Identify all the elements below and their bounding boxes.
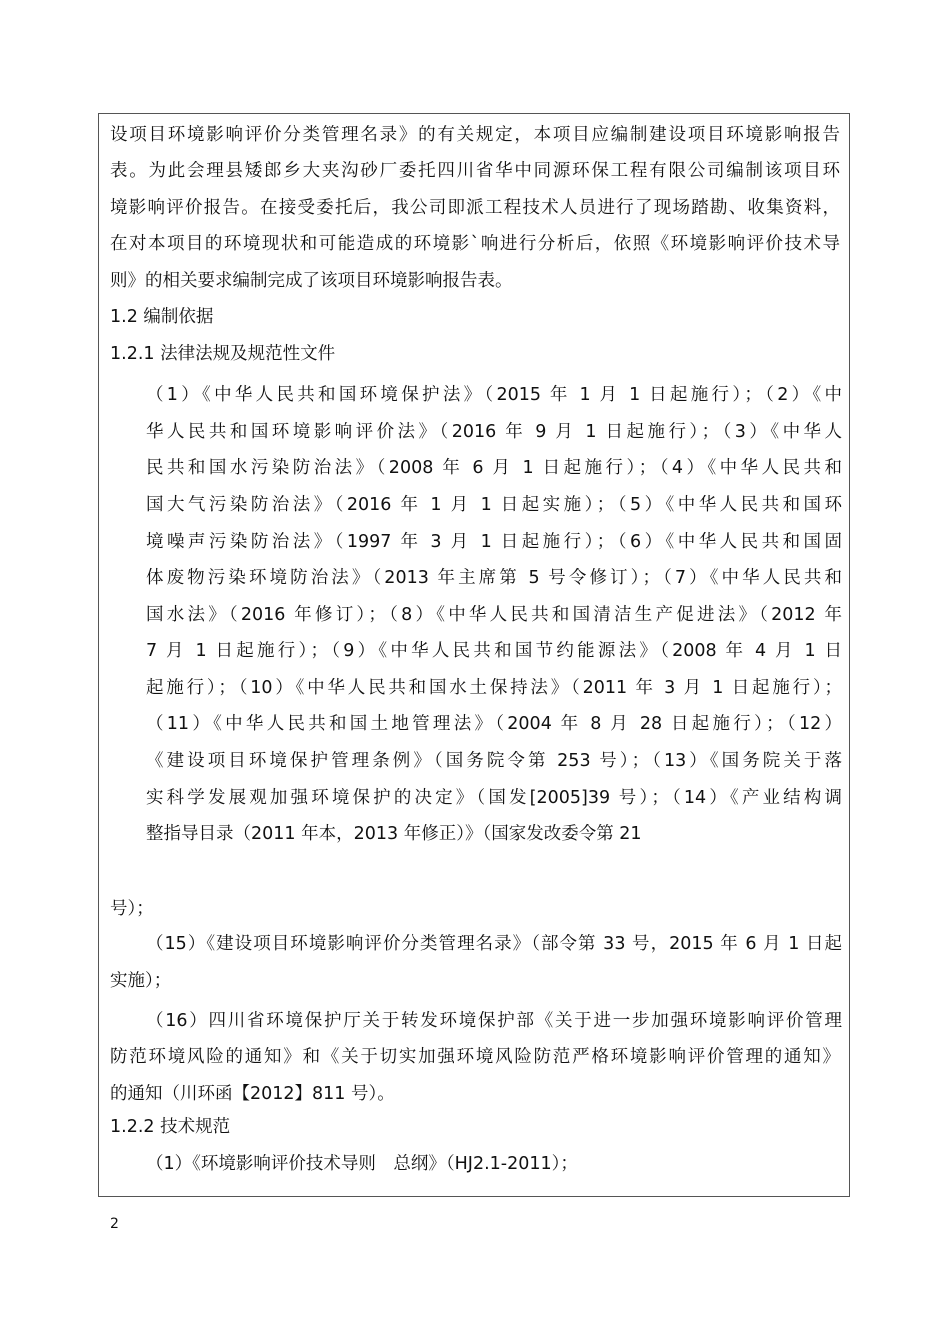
law-list-line: （1）《中华人民共和国环境保护法》（2015 年 1 月 1 日起施行）；（2）《中 xyxy=(146,385,842,405)
law-list-line: 实科学发展观加强环境保护的决定》（国发[2005]39 号）；（14）《产业结构调 xyxy=(146,788,842,808)
law-list-line: 境噪声污染防治法》（1997 年 3 月 1 日起施行）；（6）《中华人民共和国固 xyxy=(146,532,842,552)
law-list-line: 国大气污染防治法》（2016 年 1 月 1 日起实施）；（5）《中华人民共和国环 xyxy=(146,495,842,515)
law-list-line: 《建设项目环境保护管理条例》（国务院令第 253 号）；（13）《国务院关于落 xyxy=(146,751,842,771)
law-list-line: （15）《建设项目环境影响评价分类管理名录》（部令第 33 号，2015 年 6 月 1 日起 xyxy=(146,934,842,954)
law-list-line: 实施）； xyxy=(110,971,172,991)
law-list-line: （16）四川省环境保护厅关于转发环境保护部《关于进一步加强环境影响评价管理 xyxy=(146,1011,842,1031)
paragraph-line: 境影响评价报告。在接受委托后，我公司即派工程技术人员进行了现场踏勘、收集资料， xyxy=(110,198,840,218)
law-list-line: 民共和国水污染防治法》（2008 年 6 月 1 日起施行）；（4）《中华人民共和 xyxy=(146,458,842,478)
paragraph-line: 在对本项目的环境现状和可能造成的环境影`响进行分析后，依照《环境影响评价技术导 xyxy=(110,234,840,254)
paragraph-line: 设项目环境影响评价分类管理名录》的有关规定，本项目应编制建设项目环境影响报告 xyxy=(110,125,840,145)
section-heading-1-2-1: 1.2.1 法律法规及规范性文件 xyxy=(110,344,336,364)
paragraph-line: 则》的相关要求编制完成了该项目环境影响报告表。 xyxy=(110,271,513,291)
law-list-line: 7 月 1 日起施行）；（9）《中华人民共和国节约能源法》（2008 年 4 月 1 日 xyxy=(146,641,842,661)
page-number: 2 xyxy=(110,1216,119,1232)
law-list-line: 国水法》（2016 年修订）；（8）《中华人民共和国清洁生产促进法》（2012 年 xyxy=(146,605,842,625)
law-list-line: 整指导目录（2011 年本，2013 年修正）》（国家发改委令第 21 xyxy=(146,824,642,844)
section-heading-1-2-2: 1.2.2 技术规范 xyxy=(110,1117,231,1137)
law-list-line: 体废物污染环境防治法》（2013 年主席第 5 号令修订）；（7）《中华人民共和 xyxy=(146,568,842,588)
paragraph-line: 表。为此会理县矮郎乡大夹沟砂厂委托四川省华中同源环保工程有限公司编制该项目环 xyxy=(110,161,840,181)
law-list-line: 起施行）；（10）《中华人民共和国水土保持法》（2011 年 3 月 1 日起施行）； xyxy=(146,678,842,698)
law-list-line: 号）； xyxy=(110,899,154,919)
tech-spec-line: （1）《环境影响评价技术导则 总纲》（HJ2.1-2011）； xyxy=(146,1154,578,1174)
law-list-line: （11）《中华人民共和国土地管理法》（2004 年 8 月 28 日起施行）；（12） xyxy=(146,714,842,734)
section-heading-1-2: 1.2 编制依据 xyxy=(110,307,214,327)
law-list-line: 防范环境风险的通知》和《关于切实加强环境风险防范严格环境影响评价管理的通知》 xyxy=(110,1047,840,1067)
law-list-line: 的通知（川环函【2012】811 号）。 xyxy=(110,1084,395,1104)
law-list-line: 华人民共和国环境影响评价法》（2016 年 9 月 1 日起施行）；（3）《中华人 xyxy=(146,422,842,442)
